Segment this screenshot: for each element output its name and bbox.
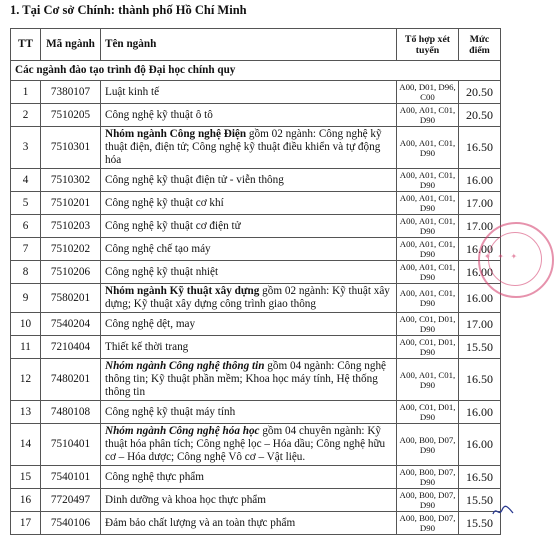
row-name [101,359,397,401]
row-code: 7210404 [41,336,101,359]
section-heading: 1. Tại Cơ sở Chính: thành phố Hồ Chí Minh [10,3,247,17]
table-row [11,512,501,535]
row-tt: 17 [11,512,41,535]
header-code: Mã ngành [41,29,101,61]
row-name-text: Công nghệ dệt, may [105,317,196,330]
row-code: 7510301 [41,127,101,169]
row-name [101,489,397,512]
row-code: 7510206 [41,261,101,284]
row-code: 7480201 [41,359,101,401]
row-name [101,261,397,284]
table-row [11,466,501,489]
row-name-text: Dinh dưỡng và khoa học thực phẩm [105,493,266,506]
table-row [11,104,501,127]
group-row [11,61,501,81]
row-tt: 15 [11,466,41,489]
row-name [101,215,397,238]
row-combo: A00, A01, C01, D90 [397,215,459,238]
row-name [101,192,397,215]
row-code: 7720497 [41,489,101,512]
header-tt: TT [11,29,41,61]
row-combo: A00, A01, C01, D90 [397,261,459,284]
table-header-row [11,29,501,61]
table-row [11,336,501,359]
row-name [101,238,397,261]
row-score: 16.00 [459,261,501,284]
row-name-text: gồm 04 chuyên ngành: Kỹ thuật hóa phân tích; Công nghệ lọc – Hóa dầu; Công nghệ hữu cơ – Hóa dược; Công nghệ Vô cơ – Vật liệu. [105,425,386,463]
row-name [101,424,397,466]
header-name: Tên ngành [101,29,397,61]
row-score: 17.00 [459,313,501,336]
table-row [11,284,501,313]
row-combo: A00, C01, D01, D90 [397,336,459,359]
table-row [11,238,501,261]
table-row [11,359,501,401]
row-combo: A00, A01, C01, D90 [397,104,459,127]
row-name-text: gồm 02 ngành: Công nghệ kỹ thuật điện, điện tử; Công nghệ kỹ thuật điều khiển và tự động hóa [105,128,382,166]
row-score: 16.00 [459,284,501,313]
row-code: 7580201 [41,284,101,313]
seal-mark: ✦ ✦ ✦ [484,252,520,261]
row-name-text: gồm 02 ngành: Kỹ thuật xây dựng; Kỹ thuật xây dựng công trình giao thông [105,285,390,310]
row-combo: A00, A01, C01, D90 [397,127,459,169]
row-combo: A00, B00, D07, D90 [397,512,459,535]
row-name-text: Công nghệ kỹ thuật cơ điện tử [105,219,241,232]
row-name-text: Đảm bảo chất lượng và an toàn thực phẩm [105,516,296,529]
row-score: 17.00 [459,215,501,238]
row-combo: A00, B00, D07, D90 [397,424,459,466]
row-combo: A00, A01, C01, D90 [397,284,459,313]
row-score: 16.50 [459,359,501,401]
row-name [101,512,397,535]
row-combo: A00, D01, D96, C00 [397,81,459,104]
row-name [101,169,397,192]
row-name-text: Công nghệ kỹ thuật máy tính [105,405,236,418]
row-combo: A00, B00, D07, D90 [397,466,459,489]
row-code: 7510201 [41,192,101,215]
table-row [11,81,501,104]
row-name-text: Công nghệ kỹ thuật cơ khí [105,196,224,209]
row-combo: A00, A01, C01, D90 [397,238,459,261]
row-code: 7510302 [41,169,101,192]
row-name-group-title: Nhóm ngành Công nghệ thông tin [105,360,265,372]
row-code: 7540106 [41,512,101,535]
row-score: 15.50 [459,489,501,512]
row-name-group-title: Nhóm ngành Kỹ thuật xây dựng [105,285,260,297]
row-tt: 14 [11,424,41,466]
row-tt: 2 [11,104,41,127]
row-combo: A00, C01, D01, D90 [397,401,459,424]
row-name [101,466,397,489]
row-combo: A00, B00, D07, D90 [397,489,459,512]
row-score: 16.00 [459,238,501,261]
row-name-text: Công nghệ kỹ thuật nhiệt [105,265,219,278]
row-tt: 7 [11,238,41,261]
table-row [11,215,501,238]
row-score: 20.50 [459,104,501,127]
row-name [101,127,397,169]
row-tt: 3 [11,127,41,169]
row-name-text: Luật kinh tế [105,85,160,98]
row-tt: 12 [11,359,41,401]
row-code: 7480108 [41,401,101,424]
row-tt: 1 [11,81,41,104]
row-combo: A00, A01, C01, D90 [397,359,459,401]
table-row [11,489,501,512]
row-tt: 13 [11,401,41,424]
row-tt: 11 [11,336,41,359]
row-code: 7510205 [41,104,101,127]
row-tt: 8 [11,261,41,284]
row-tt: 16 [11,489,41,512]
row-tt: 4 [11,169,41,192]
table-row [11,169,501,192]
row-name [101,81,397,104]
row-tt: 10 [11,313,41,336]
row-combo: A00, A01, C01, D90 [397,169,459,192]
table-row [11,127,501,169]
row-tt: 9 [11,284,41,313]
row-score: 20.50 [459,81,501,104]
table-row [11,401,501,424]
table-row [11,192,501,215]
row-code: 7510401 [41,424,101,466]
table-row [11,261,501,284]
row-name [101,313,397,336]
row-name [101,104,397,127]
row-score: 16.50 [459,466,501,489]
group-label: Các ngành đào tạo trình độ Đại học chính quy [11,61,501,81]
row-score: 16.00 [459,401,501,424]
row-code: 7540101 [41,466,101,489]
row-combo: A00, C01, D01, D90 [397,313,459,336]
row-name-text: Thiết kế thời trang [105,340,189,353]
row-name-text: Công nghệ chế tạo máy [105,242,211,255]
row-name [101,284,397,313]
row-name [101,336,397,359]
row-name [101,401,397,424]
row-score: 15.50 [459,512,501,535]
row-score: 15.50 [459,336,501,359]
row-code: 7510203 [41,215,101,238]
row-combo: A00, A01, C01, D90 [397,192,459,215]
row-code: 7540204 [41,313,101,336]
row-score: 16.00 [459,424,501,466]
row-name-text: Công nghệ kỹ thuật điện tử - viễn thông [105,173,284,186]
row-score: 16.50 [459,127,501,169]
table-row [11,424,501,466]
row-name-text: gồm 04 ngành: Công nghệ thông tin; Kỹ thuật phần mềm; Khoa học máy tính, Hệ thống thông tin [105,360,387,398]
header-combo: Tổ hợp xét tuyển [397,29,459,61]
header-score: Mức điểm [459,29,501,61]
row-score: 16.00 [459,169,501,192]
row-name-text: Công nghệ kỹ thuật ô tô [105,108,213,121]
row-tt: 6 [11,215,41,238]
table-row [11,313,501,336]
row-score: 17.00 [459,192,501,215]
row-code: 7380107 [41,81,101,104]
row-tt: 5 [11,192,41,215]
row-name-group-title: Nhóm ngành Công nghệ hóa học [105,425,260,437]
admission-score-table [10,28,501,535]
row-code: 7510202 [41,238,101,261]
row-name-text: Công nghệ thực phẩm [105,470,204,483]
row-name-group-title: Nhóm ngành Công nghệ Điện [105,128,247,140]
